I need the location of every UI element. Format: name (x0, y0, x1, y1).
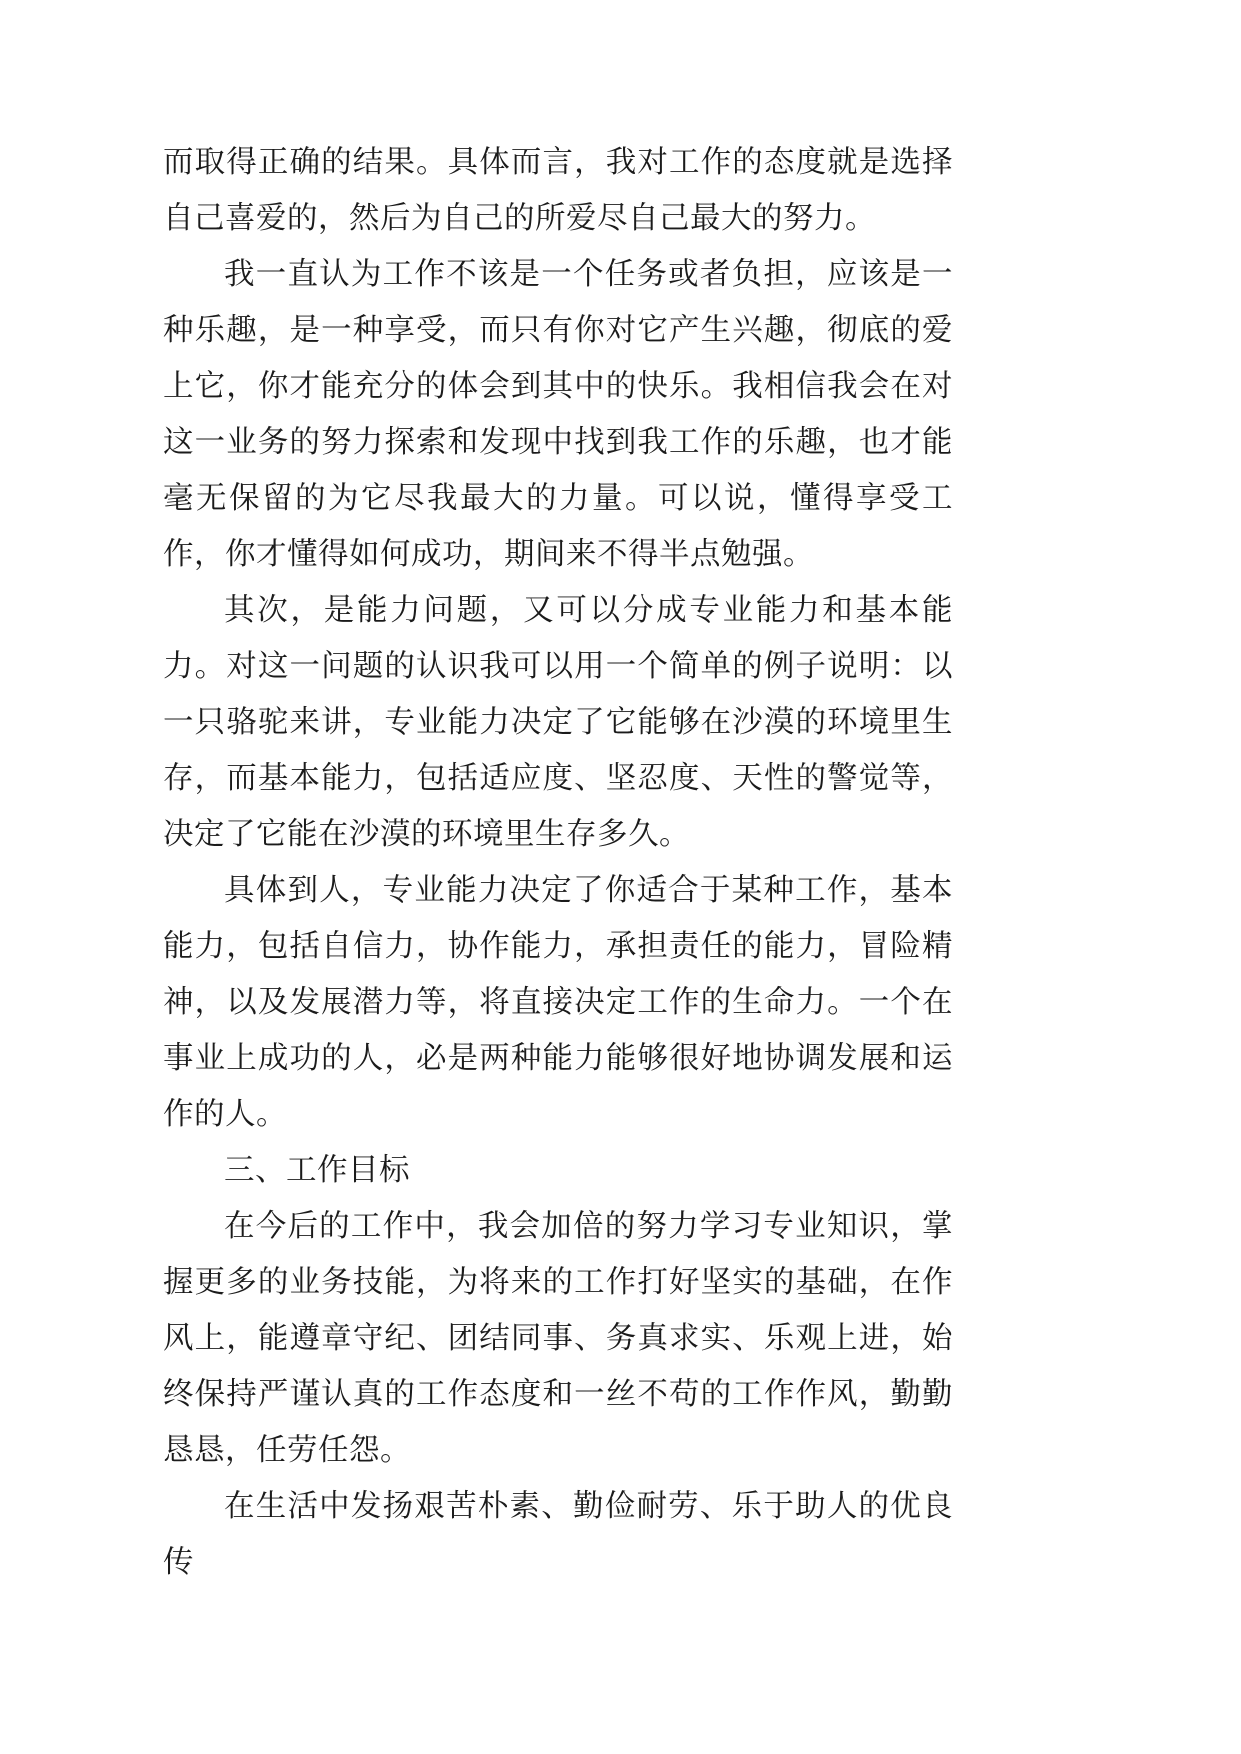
section-heading-work-goals: 三、工作目标 (224, 1153, 410, 1188)
paragraph-1: 而取得正确的结果。具体而言，我对工作的态度就是选择自己喜爱的，然后为自己的所爱尽自己最大的努力。 (163, 145, 953, 236)
document-body (163, 135, 953, 1591)
paragraph-6: 在今后的工作中，我会加倍的努力学习专业知识，掌握更多的业务技能，为将来的工作打好坚实的基础，在作风上，能遵章守纪、团结同事、务真求实、乐观上进，始终保持严谨认真的工作态度和一丝不苟的工作作风，勤勤恳恳，任劳任怨。 (163, 1209, 953, 1468)
paragraph-2: 我一直认为工作不该是一个任务或者负担，应该是一种乐趣，是一种享受，而只有你对它产生兴趣，彻底的爱上它，你才能充分的体会到其中的快乐。我相信我会在对这一业务的努力探索和发现中找到我工作的乐趣，也才能毫无保留的为它尽我最大的力量。可以说，懂得享受工作，你才懂得如何成功，期间来不得半点勉强。 (163, 257, 953, 572)
paragraph-7: 在生活中发扬艰苦朴素、勤俭耐劳、乐于助人的优良传 (163, 1489, 953, 1580)
paragraph-4: 具体到人，专业能力决定了你适合于某种工作，基本能力，包括自信力，协作能力，承担责任的能力，冒险精神，以及发展潜力等，将直接决定工作的生命力。一个在事业上成功的人，必是两种能力能够很好地协调发展和运作的人。 (163, 873, 953, 1132)
paragraph-3: 其次，是能力问题，又可以分成专业能力和基本能力。对这一问题的认识我可以用一个简单的例子说明：以一只骆驼来讲，专业能力决定了它能够在沙漠的环境里生存，而基本能力，包括适应度、坚忍度、天性的警觉等，决定了它能在沙漠的环境里生存多久。 (163, 593, 953, 852)
